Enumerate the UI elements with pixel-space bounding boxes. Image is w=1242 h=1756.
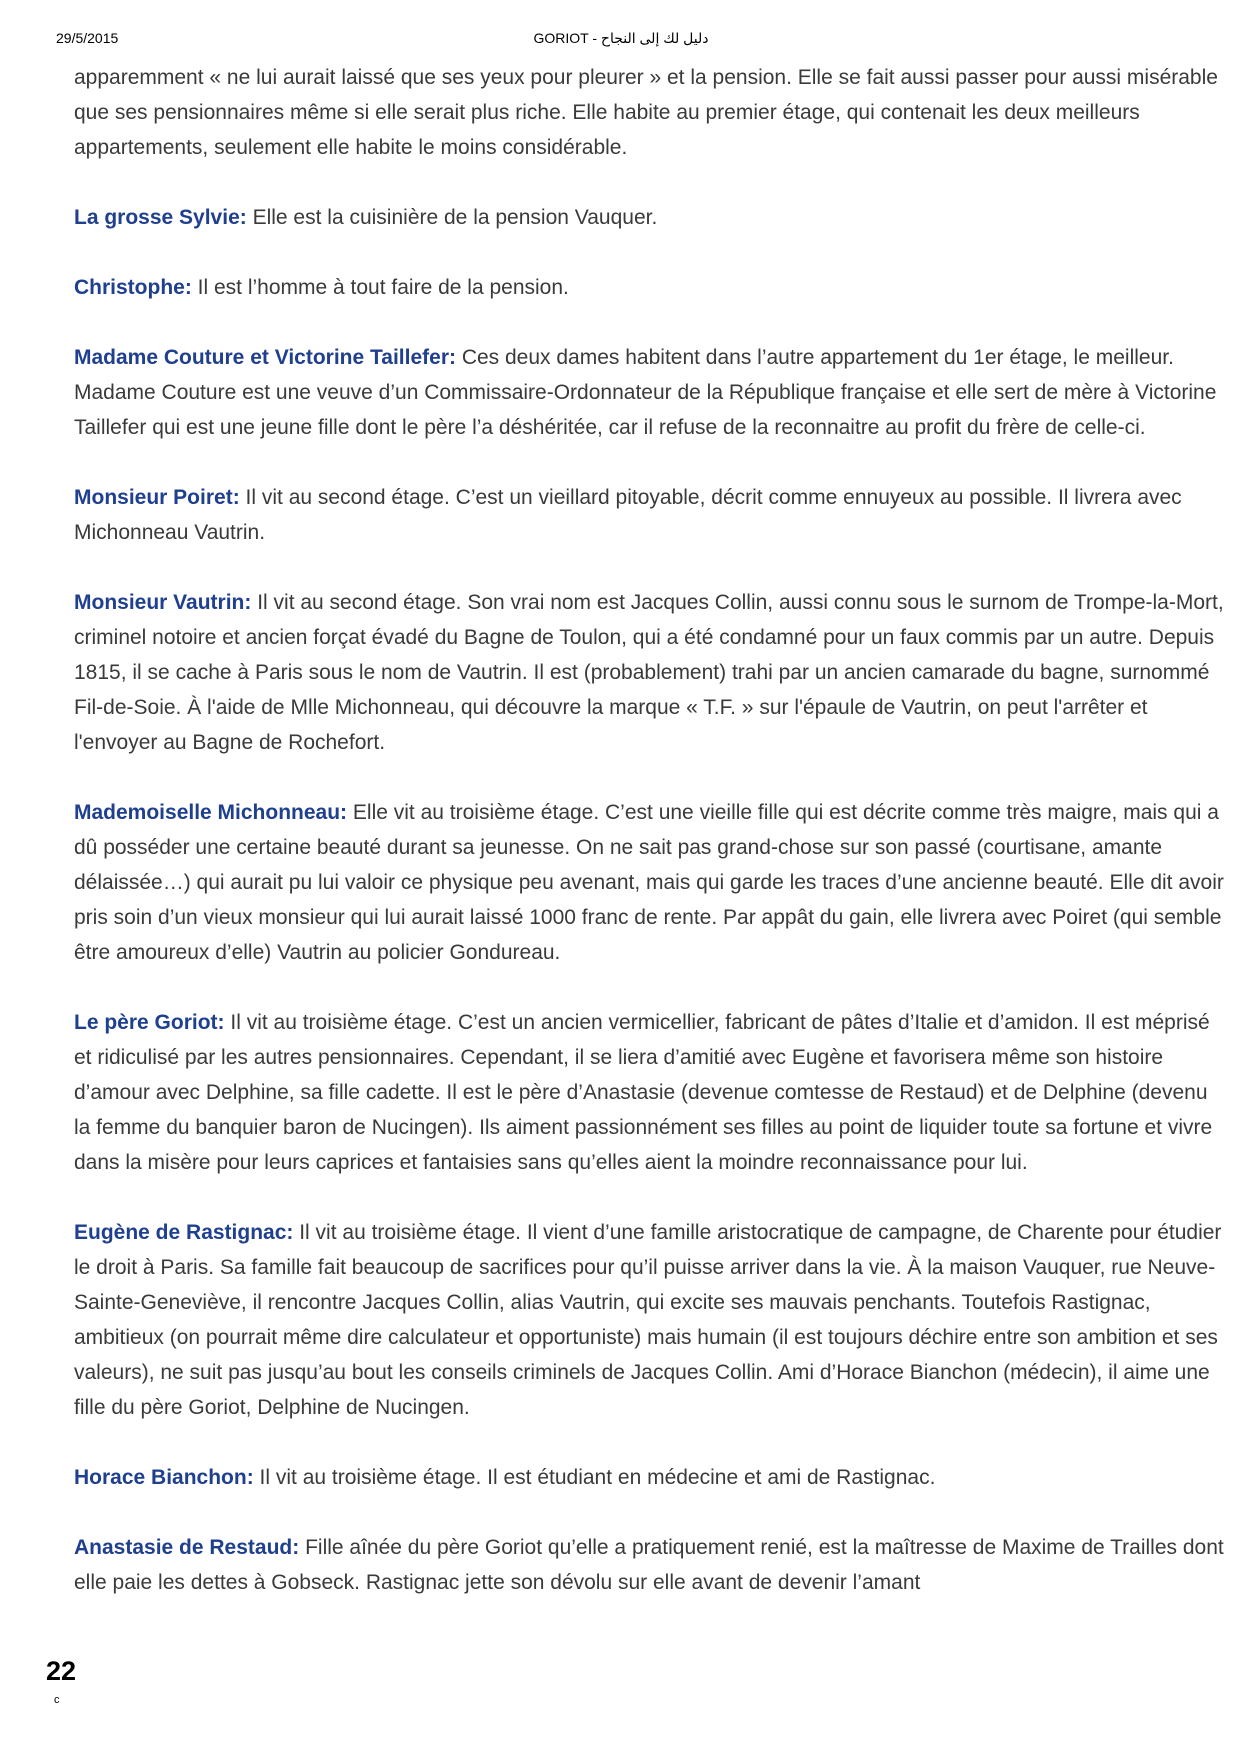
paragraph-text: Elle est la cuisinière de la pension Vauquer. xyxy=(246,206,658,229)
paragraph-text: Il vit au troisième étage. Il vient d’une famille aristocratique de campagne, de Charente pour étudier le droit à Paris. Sa famille fait beaucoup de sacrifices pour qu’il puisse arriver dans la vie. À la maison Vauquer, rue Neuve-Sainte-Geneviève, il rencontre Jacques Collin, alias Vautrin, qui excite ses mauvais penchants. Toutefois Rastignac, ambitieux (on pourrait même dire calculateur et opportuniste) mais humain (il est toujours déchire entre son ambition et ses valeurs), ne suit pas jusqu’au bout les conseils criminels de Jacques Collin. Ami d’Horace Bianchon (médecin), il aime une fille du père Goriot, Delphine de Nucingen. xyxy=(74,1221,1222,1419)
paragraph-text: Elle vit au troisième étage. C’est une vieille fille qui est décrite comme très maigre, mais qui a dû posséder une certaine beauté durant sa jeunesse. On ne sait pas grand-chose sur son passé (courtisane, amante délaissée…) qui aurait pu lui valoir ce physique peu avenant, mais qui garde les traces d’une ancienne beauté. Elle dit avoir pris soin d’un vieux monsieur qui lui aurait laissé 1000 franc de rente. Par appât du gain, elle livrera avec Poiret (qui semble être amoureux d’elle) Vautrin au policier Gondureau. xyxy=(74,801,1224,964)
paragraph-text: Ces deux dames habitent dans l’autre appartement du 1er étage, le meilleur. Madame Couture est une veuve d’un Commissaire-Ordonnateur de la République française et elle sert de mère à Victorine Taillefer qui est une jeune fille dont le père l’a déshéritée, car il refuse de la reconnaitre au profit du frère de celle-ci. xyxy=(74,346,1217,439)
paragraph-goriot xyxy=(74,1005,1224,1180)
character-name: Monsieur Vautrin: xyxy=(74,591,252,614)
header-date: 29/5/2015 xyxy=(56,30,119,46)
paragraph-bianchon xyxy=(74,1460,1224,1495)
character-name: Le père Goriot: xyxy=(74,1011,225,1034)
character-name: Monsieur Poiret: xyxy=(74,486,240,509)
paragraph-michonneau xyxy=(74,795,1224,970)
paragraph-text: Il vit au second étage. Son vrai nom est Jacques Collin, aussi connu sous le surnom de Trompe-la-Mort, criminel notoire et ancien forçat évadé du Bagne de Toulon, qui a été condamné pour un faux commis par un autre. Depuis 1815, il se cache à Paris sous le nom de Vautrin. Il est (probablement) trahi par un ancien camarade du bagne, surnommé Fil-de-Soie. À l'aide de Mlle Michonneau, qui découvre la marque « T.F. » sur l'épaule de Vautrin, on peut l'arrêter et l'envoyer au Bagne de Rochefort. xyxy=(74,591,1224,754)
page-mark: c xyxy=(54,1694,60,1706)
paragraph-text: Il vit au troisième étage. C’est un ancien vermicellier, fabricant de pâtes d’Italie et d’amidon. Il est méprisé et ridiculisé par les autres pensionnaires. Cependant, il se liera d’amitié avec Eugène et favorisera même son histoire d’amour avec Delphine, sa fille cadette. Il est le père d’Anastasie (devenue comtesse de Restaud) et de Delphine (devenu la femme du banquier baron de Nucingen). Ils aiment passionnément ses filles au point de liquider toute sa fortune et vivre dans la misère pour leurs caprices et fantaisies sans qu’elles aient la moindre reconnaissance pour lui. xyxy=(74,1011,1213,1174)
character-name: Christophe: xyxy=(74,276,192,299)
paragraph-text: Fille aînée du père Goriot qu’elle a pratiquement renié, est la maîtresse de Maxime de Trailles dont elle paie les dettes à Gobseck. Rastignac jette son dévolu sur elle avant de devenir l’amant xyxy=(74,1536,1224,1594)
character-name: La grosse Sylvie: xyxy=(74,206,247,229)
paragraph-text: apparemment « ne lui aurait laissé que ses yeux pour pleurer » et la pension. Elle se fait aussi passer pour aussi misérable que ses pensionnaires même si elle serait plus riche. Elle habite au premier étage, qui contenait les deux meilleurs appartements, seulement elle habite le moins considérable. xyxy=(74,66,1218,159)
character-name: Eugène de Rastignac: xyxy=(74,1221,294,1244)
paragraph-intro xyxy=(74,60,1224,165)
paragraph-sylvie xyxy=(74,200,1224,235)
paragraph-rastignac xyxy=(74,1215,1224,1425)
character-name: Mademoiselle Michonneau: xyxy=(74,801,348,824)
paragraph-text: Il est l’homme à tout faire de la pension. xyxy=(191,276,569,299)
header-title: GORIOT - دليل لك إلى النجاح xyxy=(533,30,709,46)
paragraph-poiret xyxy=(74,480,1224,550)
paragraph-text: Il vit au second étage. C’est un vieillard pitoyable, décrit comme ennuyeux au possible. Il livrera avec Michonneau Vautrin. xyxy=(74,486,1182,544)
paragraph-text: Il vit au troisième étage. Il est étudiant en médecine et ami de Rastignac. xyxy=(253,1466,936,1489)
page-number: 22 xyxy=(46,1656,77,1686)
character-name: Horace Bianchon: xyxy=(74,1466,254,1489)
paragraph-vautrin xyxy=(74,585,1224,760)
character-name: Madame Couture et Victorine Taillefer: xyxy=(74,346,456,369)
page-header xyxy=(0,30,1242,50)
paragraph-anastasie xyxy=(74,1530,1224,1600)
paragraph-couture-taillefer xyxy=(74,340,1224,445)
paragraph-christophe xyxy=(74,270,1224,305)
character-name: Anastasie de Restaud: xyxy=(74,1536,300,1559)
document-body xyxy=(74,60,1224,1635)
